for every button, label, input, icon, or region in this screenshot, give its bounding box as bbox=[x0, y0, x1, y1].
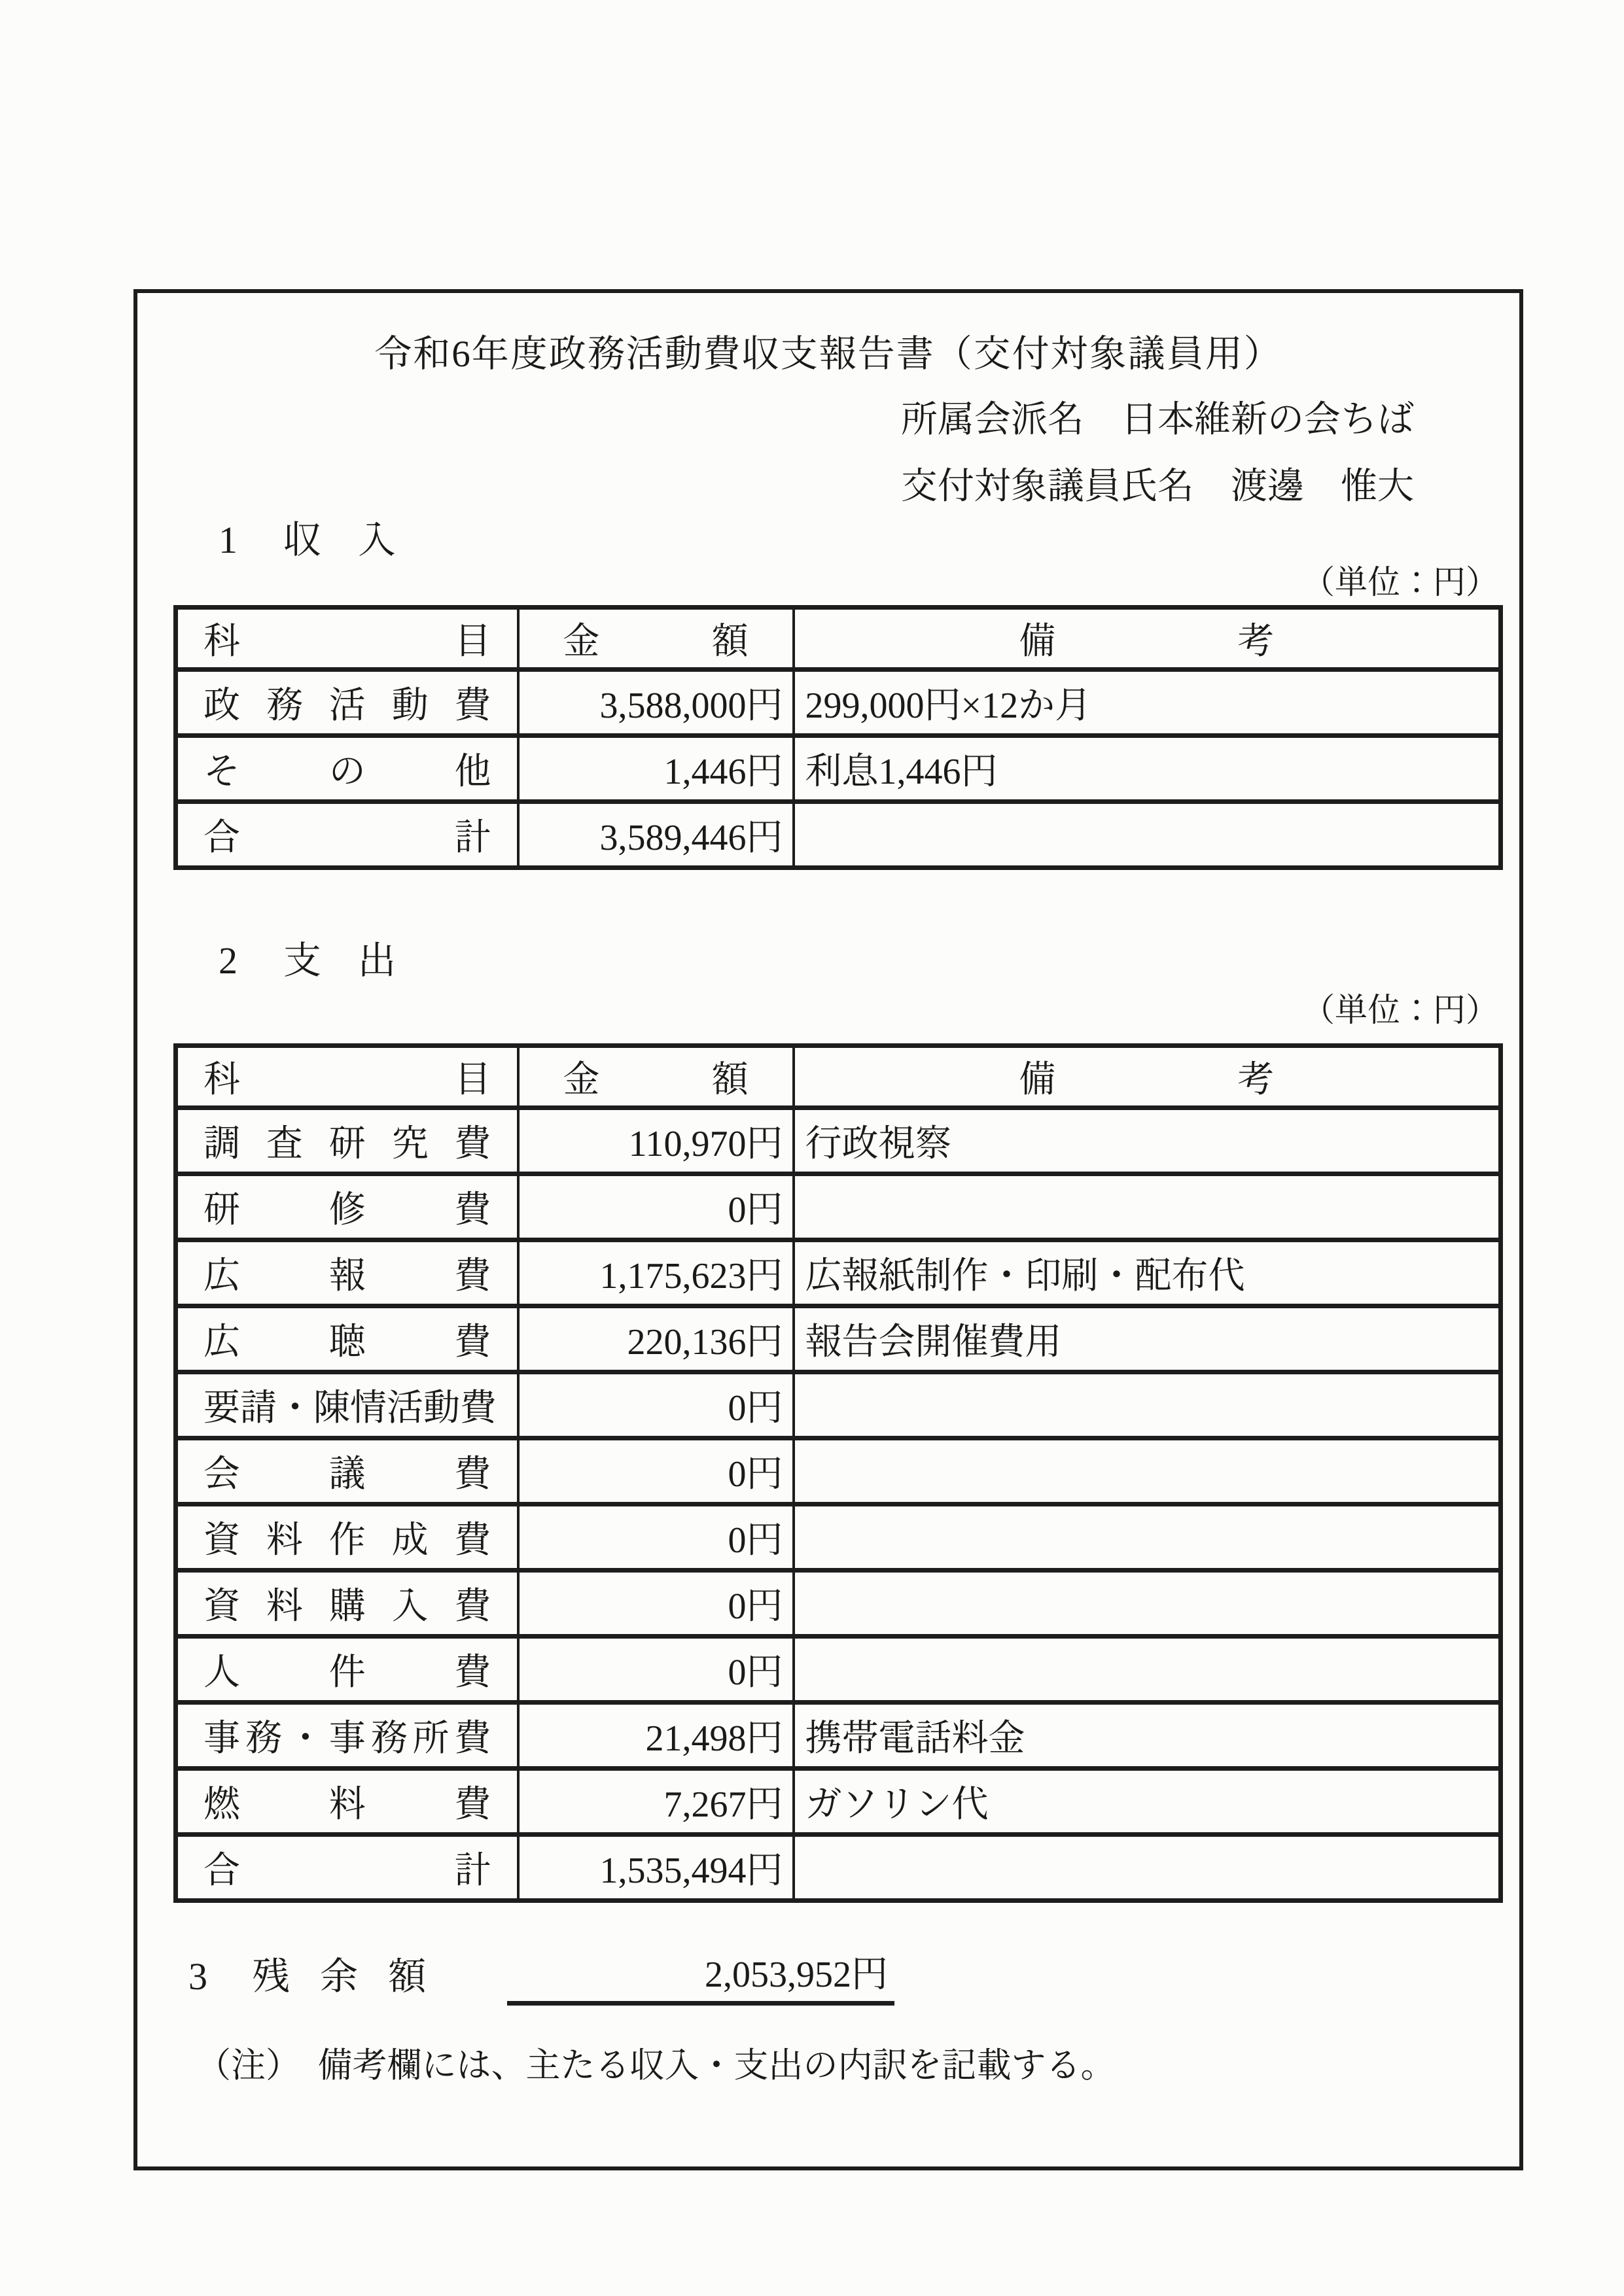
item-cell: 資 料 購 入 費 bbox=[176, 1571, 518, 1637]
amount-cell: 1,535,494円 bbox=[518, 1835, 794, 1901]
balance-label: 残余額 bbox=[252, 1955, 457, 1998]
faction-name-line: 所属会派名 日本維新の会ちば bbox=[901, 400, 1414, 440]
expense-col-note bbox=[794, 1046, 1501, 1108]
expense-row-nenryo bbox=[176, 1769, 1501, 1835]
item-cell: そ の 他 bbox=[176, 736, 518, 802]
expense-section-number: 2 bbox=[219, 939, 238, 982]
expense-row-yosei-chinjo bbox=[176, 1372, 1501, 1438]
amount-cell: 21,498円 bbox=[518, 1703, 794, 1769]
balance-amount: 2,053,952円 bbox=[507, 1951, 894, 2006]
item-cell: 会 議 費 bbox=[176, 1438, 518, 1505]
expense-row-jimusho bbox=[176, 1703, 1501, 1769]
income-header-row bbox=[176, 608, 1501, 670]
item-cell: 燃 料 費 bbox=[176, 1769, 518, 1835]
note-cell bbox=[794, 1372, 1501, 1438]
income-row-sonota bbox=[176, 736, 1501, 802]
expense-row-shiryokonyu bbox=[176, 1571, 1501, 1637]
note-cell bbox=[794, 1835, 1501, 1901]
expense-section-heading bbox=[219, 941, 432, 981]
income-row-seimukatsudohi bbox=[176, 670, 1501, 736]
amount-cell: 0円 bbox=[518, 1637, 794, 1703]
note-cell: ガソリン代 bbox=[794, 1769, 1501, 1835]
expense-col-amount bbox=[518, 1046, 794, 1108]
note-cell: 携帯電話料金 bbox=[794, 1703, 1501, 1769]
income-col-amount bbox=[518, 608, 794, 670]
item-cell: 広 報 費 bbox=[176, 1240, 518, 1306]
expense-row-koho bbox=[176, 1240, 1501, 1306]
amount-cell: 0円 bbox=[518, 1438, 794, 1505]
item-cell: 研 修 費 bbox=[176, 1174, 518, 1240]
note-cell bbox=[794, 1571, 1501, 1637]
income-col-note-label: 備 考 bbox=[1019, 621, 1275, 662]
balance-section-number: 3 bbox=[188, 1955, 207, 1998]
footnote: （注） 備考欄には、主たる収入・支出の内訳を記載する。 bbox=[196, 2047, 1116, 2085]
note-cell: 広報紙制作・印刷・配布代 bbox=[794, 1240, 1501, 1306]
expense-row-kaigi bbox=[176, 1438, 1501, 1505]
amount-cell: 3,588,000円 bbox=[518, 670, 794, 736]
item-cell: 事 務 ・ 事 務 所 費 bbox=[176, 1703, 518, 1769]
expense-row-chosakenkyu bbox=[176, 1108, 1501, 1174]
amount-cell: 0円 bbox=[518, 1372, 794, 1438]
expense-row-total bbox=[176, 1835, 1501, 1901]
expense-col-note-label: 備 考 bbox=[1019, 1060, 1275, 1100]
income-col-item-label: 科 目 bbox=[203, 621, 491, 662]
note-cell: 299,000円×12か月 bbox=[794, 670, 1501, 736]
amount-cell: 110,970円 bbox=[518, 1108, 794, 1174]
note-cell: 報告会開催費用 bbox=[794, 1306, 1501, 1372]
expense-unit-note: （単位：円） bbox=[1302, 992, 1498, 1028]
income-section-number: 1 bbox=[219, 519, 238, 561]
amount-cell: 7,267円 bbox=[518, 1769, 794, 1835]
income-col-amount-label: 金 額 bbox=[563, 621, 749, 662]
amount-cell: 0円 bbox=[518, 1505, 794, 1571]
expense-col-item-label: 科 目 bbox=[203, 1060, 491, 1100]
report-title: 令和6年度政務活動費収支報告書（交付対象議員用） bbox=[374, 334, 1282, 375]
amount-cell: 1,175,623円 bbox=[518, 1240, 794, 1306]
note-cell bbox=[794, 1174, 1501, 1240]
income-col-note bbox=[794, 608, 1501, 670]
amount-cell: 3,589,446円 bbox=[518, 802, 794, 868]
expense-section-title: 支出 bbox=[283, 939, 433, 982]
income-table bbox=[173, 605, 1503, 870]
note-cell: 利息1,446円 bbox=[794, 736, 1501, 802]
note-cell bbox=[794, 1438, 1501, 1505]
item-cell: 資 料 作 成 費 bbox=[176, 1505, 518, 1571]
item-cell: 広 聴 費 bbox=[176, 1306, 518, 1372]
income-unit-note: （単位：円） bbox=[1302, 564, 1498, 600]
income-section-title: 収入 bbox=[283, 519, 433, 561]
income-row-total bbox=[176, 802, 1501, 868]
expense-row-kocho bbox=[176, 1306, 1501, 1372]
item-cell: 要 請 ・ 陳 情 活 動 費 bbox=[176, 1372, 518, 1438]
item-cell: 政 務 活 動 費 bbox=[176, 670, 518, 736]
item-cell: 合 計 bbox=[176, 802, 518, 868]
amount-cell: 220,136円 bbox=[518, 1306, 794, 1372]
item-cell: 人 件 費 bbox=[176, 1637, 518, 1703]
note-cell bbox=[794, 1637, 1501, 1703]
amount-cell: 1,446円 bbox=[518, 736, 794, 802]
expense-row-kenshu bbox=[176, 1174, 1501, 1240]
note-cell bbox=[794, 802, 1501, 868]
amount-cell: 0円 bbox=[518, 1571, 794, 1637]
amount-cell: 0円 bbox=[518, 1174, 794, 1240]
expense-row-jinken bbox=[176, 1637, 1501, 1703]
item-cell: 合 計 bbox=[176, 1835, 518, 1901]
expense-table bbox=[173, 1043, 1503, 1903]
note-cell bbox=[794, 1505, 1501, 1571]
member-name-line: 交付対象議員氏名 渡邊 惟大 bbox=[901, 466, 1414, 507]
expense-col-amount-label: 金 額 bbox=[563, 1060, 749, 1100]
expense-row-shiryosakusei bbox=[176, 1505, 1501, 1571]
expense-header-row bbox=[176, 1046, 1501, 1108]
income-col-item bbox=[176, 608, 518, 670]
expense-col-item bbox=[176, 1046, 518, 1108]
item-cell: 調 査 研 究 費 bbox=[176, 1108, 518, 1174]
income-section-heading bbox=[219, 520, 432, 561]
note-cell: 行政視察 bbox=[794, 1108, 1501, 1174]
